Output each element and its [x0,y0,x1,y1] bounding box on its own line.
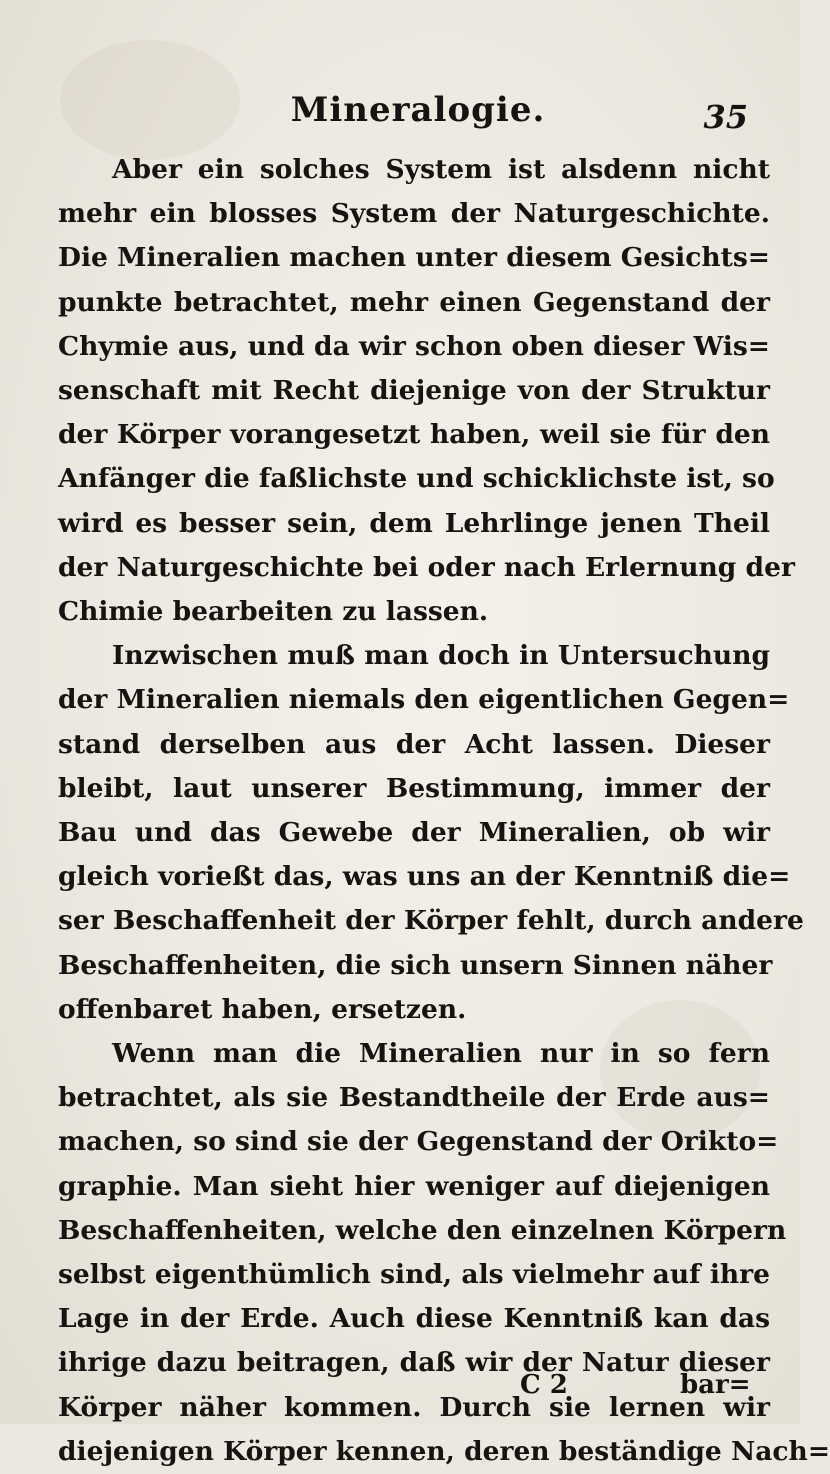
text-line: ihrige dazu beitragen, daß wir der Natur dieser [58,1347,770,1379]
running-head: Mineralogie. [290,90,546,130]
text-line: ser Beschaffenheit der Körper fehlt, durch andere [58,905,804,937]
text-line: der Naturgeschichte bei oder nach Erlernung der [58,551,795,583]
text-line: Anfänger die faßlichste und schicklichste ist, so [58,463,775,495]
text-line: stand derselben aus der Acht lassen. Dieser [58,728,770,760]
page-number: 35 [703,98,748,136]
text-line: mehr ein blosses System der Naturgeschichte. [58,198,770,230]
text-line: machen, so sind sie der Gegenstand der Orikto= [58,1126,779,1158]
text-line: Chimie bearbeiten zu lassen. [58,596,489,628]
page-header [0,82,800,142]
text-line: Inzwischen muß man doch in Untersuchung [112,640,770,672]
text-line: selbst eigenthümlich sind, als vielmehr auf ihre [58,1259,770,1291]
text-line: der Mineralien niemals den eigentlichen Gegen= [58,684,790,716]
text-line: Körper näher kommen. Durch sie lernen wir [58,1391,770,1423]
text-line: Lage in der Erde. Auch diese Kenntniß kan das [58,1303,770,1335]
printer-signature: C 2 [520,1370,568,1400]
text-line: Wenn man die Mineralien nur in so fern [112,1038,770,1070]
text-line: graphie. Man sieht hier weniger auf diejenigen [58,1170,770,1202]
text-line: Beschaffenheiten, welche den einzelnen Körpern [58,1214,787,1246]
text-line: bleibt, laut unserer Bestimmung, immer der [58,772,770,804]
text-line: punkte betrachtet, mehr einen Gegenstand der [58,286,770,318]
text-line: wird es besser sein, dem Lehrlinge jenen Theil [58,507,770,539]
text-line: Beschaffenheiten, die sich unsern Sinnen näher [58,949,773,981]
text-line: offenbaret haben, ersetzen. [58,993,467,1025]
text-line: senschaft mit Recht diejenige von der Struktur [58,375,770,407]
catchword: bar= [680,1370,751,1400]
text-line: diejenigen Körper kennen, deren beständige Nach= [58,1435,830,1467]
text-line: gleich vorießt das, was uns an der Kenntniß die= [58,861,791,893]
text-line: Die Mineralien machen unter diesem Gesichts= [58,242,770,274]
page-footer [0,1370,800,1414]
body-text [58,148,830,1474]
text-line: Bau und das Gewebe der Mineralien, ob wir [58,817,770,849]
text-line: betrachtet, als sie Bestandtheile der Erde aus= [58,1082,770,1114]
text-line: Chymie aus, und da wir schon oben dieser Wis= [58,330,770,362]
paragraph [58,634,804,1032]
text-line: der Körper vorangesetzt haben, weil sie für den [58,419,770,451]
paragraph [58,148,795,634]
text-line: Aber ein solches System ist alsdenn nicht [112,154,770,185]
